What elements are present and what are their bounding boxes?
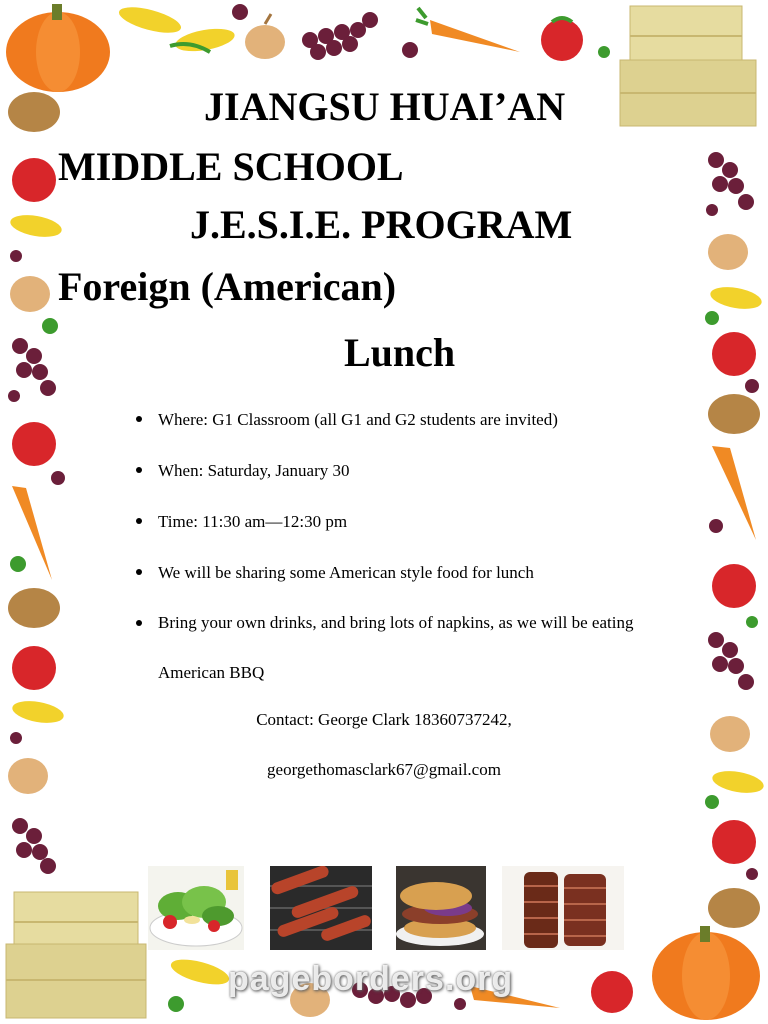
tomato-icon — [541, 18, 583, 61]
corn-icon — [117, 2, 237, 55]
pulled-pork-sandwich-photo — [396, 866, 486, 950]
sausage-photo — [270, 866, 372, 950]
watermark: pageborders.org — [228, 960, 514, 998]
hay-bale-icon — [6, 892, 146, 1018]
event-details-list — [130, 394, 670, 698]
title-line-3: J.E.S.I.E. PROGRAM — [190, 202, 573, 247]
pumpkin-icon — [652, 926, 760, 1020]
time-item: Time: 11:30 am—12:30 pm — [130, 496, 670, 547]
title-line-1: JIANGSU HUAI’AN — [204, 84, 566, 129]
food-item: We will be sharing some American style food for lunch — [130, 547, 670, 598]
pumpkin-icon — [6, 4, 110, 92]
hay-bale-icon — [620, 6, 756, 126]
salad-photo — [148, 866, 244, 950]
bring-item: Bring your own drinks, and bring lots of napkins, as we will be eating American BBQ — [130, 598, 670, 698]
ribs-photo — [502, 866, 624, 950]
contact-email: georgethomasclark67@gmail.com — [267, 760, 501, 779]
carrot-icon — [416, 8, 520, 52]
onion-icon — [245, 14, 285, 59]
title-line-5: Lunch — [344, 330, 456, 375]
title-line-2: MIDDLE SCHOOL — [58, 144, 404, 189]
title-line-4: Foreign (American) — [58, 264, 397, 309]
when-item: When: Saturday, January 30 — [130, 445, 670, 496]
contact-line: Contact: George Clark 18360737242, — [256, 710, 512, 729]
where-item: Where: G1 Classroom (all G1 and G2 students are invited) — [130, 394, 670, 445]
